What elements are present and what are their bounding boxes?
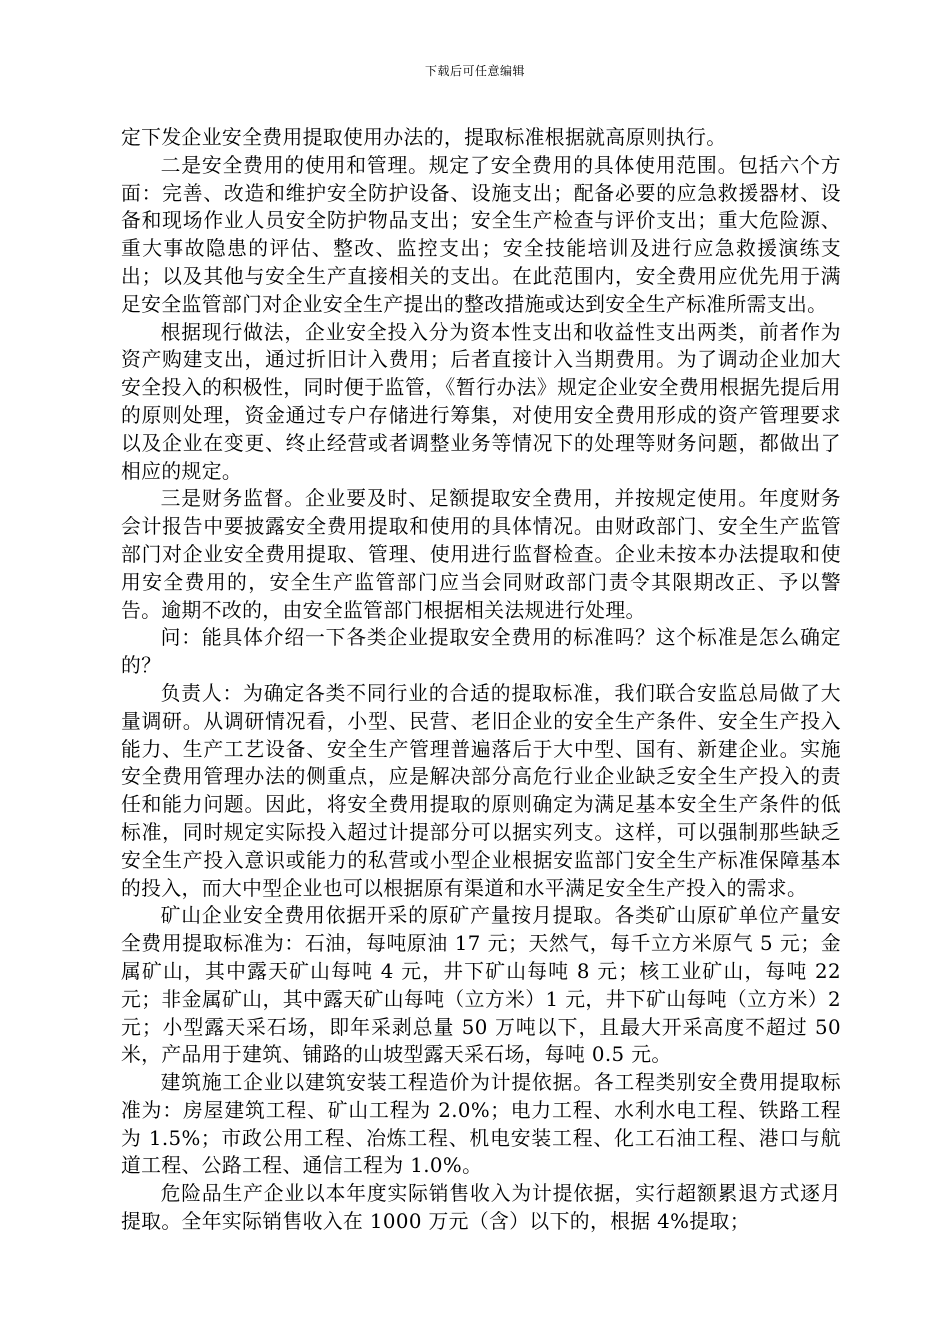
paragraph-usage-management: 二是安全费用的使用和管理。规定了安全费用的具体使用范围。包括六个方面：完善、改造和维护安全防护设备、设施支出；配备必要的应急救援器材、设备和现场作业人员安全防护物品支出；安全生产检查与评价支出；重大危险源、重大事故隐患的评估、整改、监控支出；安全技能培训及进行应急救援演练支出；以及其他与安全生产直接相关的支出。在此范围内，安全费用应优先用于满足安全监管部门对企业安全生产提出的整改措施或达到安全生产标准所需支出。 — [121, 153, 841, 316]
paragraph-financial-supervision: 三是财务监督。企业要及时、足额提取安全费用，并按规定使用。年度财务会计报告中要披露安全费用提取和使用的具体情况。由财政部门、安全生产监管部门对企业安全费用提取、管理、使用进行监督检查。企业未按本办法提取和使用安全费用的，安全生产监管部门应当会同财政部门责令其限期改正、予以警告。逾期不改的，由安全监管部门根据相关法规进行处理。 — [121, 487, 841, 622]
paragraph-continuation: 定下发企业安全费用提取使用办法的，提取标准根据就高原则执行。 — [121, 126, 727, 149]
download-note: 下载后可任意编辑 — [424, 64, 525, 78]
paragraph-construction-standards: 建筑施工企业以建筑安装工程造价为计提依据。各工程类别安全费用提取标准为：房屋建筑工程、矿山工程为 2.0%；电力工程、水利水电工程、铁路工程为 1.5%；市政公用工程、冶炼工程、机电安装工程、化工石油工程、港口与航道工程、公路工程、通信工程为 1.0%。 — [121, 1071, 841, 1178]
paragraph-question: 问：能具体介绍一下各类企业提取安全费用的标准吗？这个标准是怎么确定的？ — [121, 626, 841, 678]
paragraph-answer: 负责人：为确定各类不同行业的合适的提取标准，我们联合安监总局做了大量调研。从调研情况看，小型、民营、老旧企业的安全生产条件、安全生产投入能力、生产工艺设备、安全生产管理普遍落后于大中型、国有、新建企业。实施安全费用管理办法的侧重点，应是解决部分高危行业企业缺乏安全生产投入的责任和能力问题。因此，将安全费用提取的原则确定为满足基本安全生产条件的低标准，同时规定实际投入超过计提部分可以据实列支。这样，可以强制那些缺乏安全生产投入意识或能力的私营或小型企业根据安监部门安全生产标准保障基本的投入，而大中型企业也可以根据原有渠道和水平满足安全生产投入的需求。 — [121, 681, 841, 900]
paragraph-hazardous-goods: 危险品生产企业以本年度实际销售收入为计提依据，实行超额累退方式逐月提取。全年实际销售收入在 1000 万元（含）以下的，根据 4%提取； — [121, 1182, 841, 1234]
paragraph-current-practice: 根据现行做法，企业安全投入分为资本性支出和收益性支出两类，前者作为资产购建支出，通过折旧计入费用；后者直接计入当期费用。为了调动企业加大安全投入的积极性，同时便于监管，《暂行办法》规定企业安全费用根据先提后用的原则处理，资金通过专户存储进行筹集，对使用安全费用形成的资产管理要求以及企业在变更、终止经营或者调整业务等情况下的处理等财务问题，都做出了相应的规定。 — [121, 320, 841, 483]
paragraph-mining-standards: 矿山企业安全费用依据开采的原矿产量按月提取。各类矿山原矿单位产量安全费用提取标准为：石油，每吨原油 17 元；天然气，每千立方米原气 5 元；金属矿山，其中露天矿山每吨 4 元，井下矿山每吨 8 元；核工业矿山，每吨 22 元；非金属矿山，其中露天矿山每吨（立方米）1 元，井下矿山每吨（立方米）2 元；小型露天采石场，即年采剥总量 50 万吨以下，且最大开采高度不超过 50 米，产品用于建筑、铺路的山坡型露天采石场，每吨 0.5 元。 — [121, 904, 841, 1067]
document-body — [121, 124, 841, 1236]
